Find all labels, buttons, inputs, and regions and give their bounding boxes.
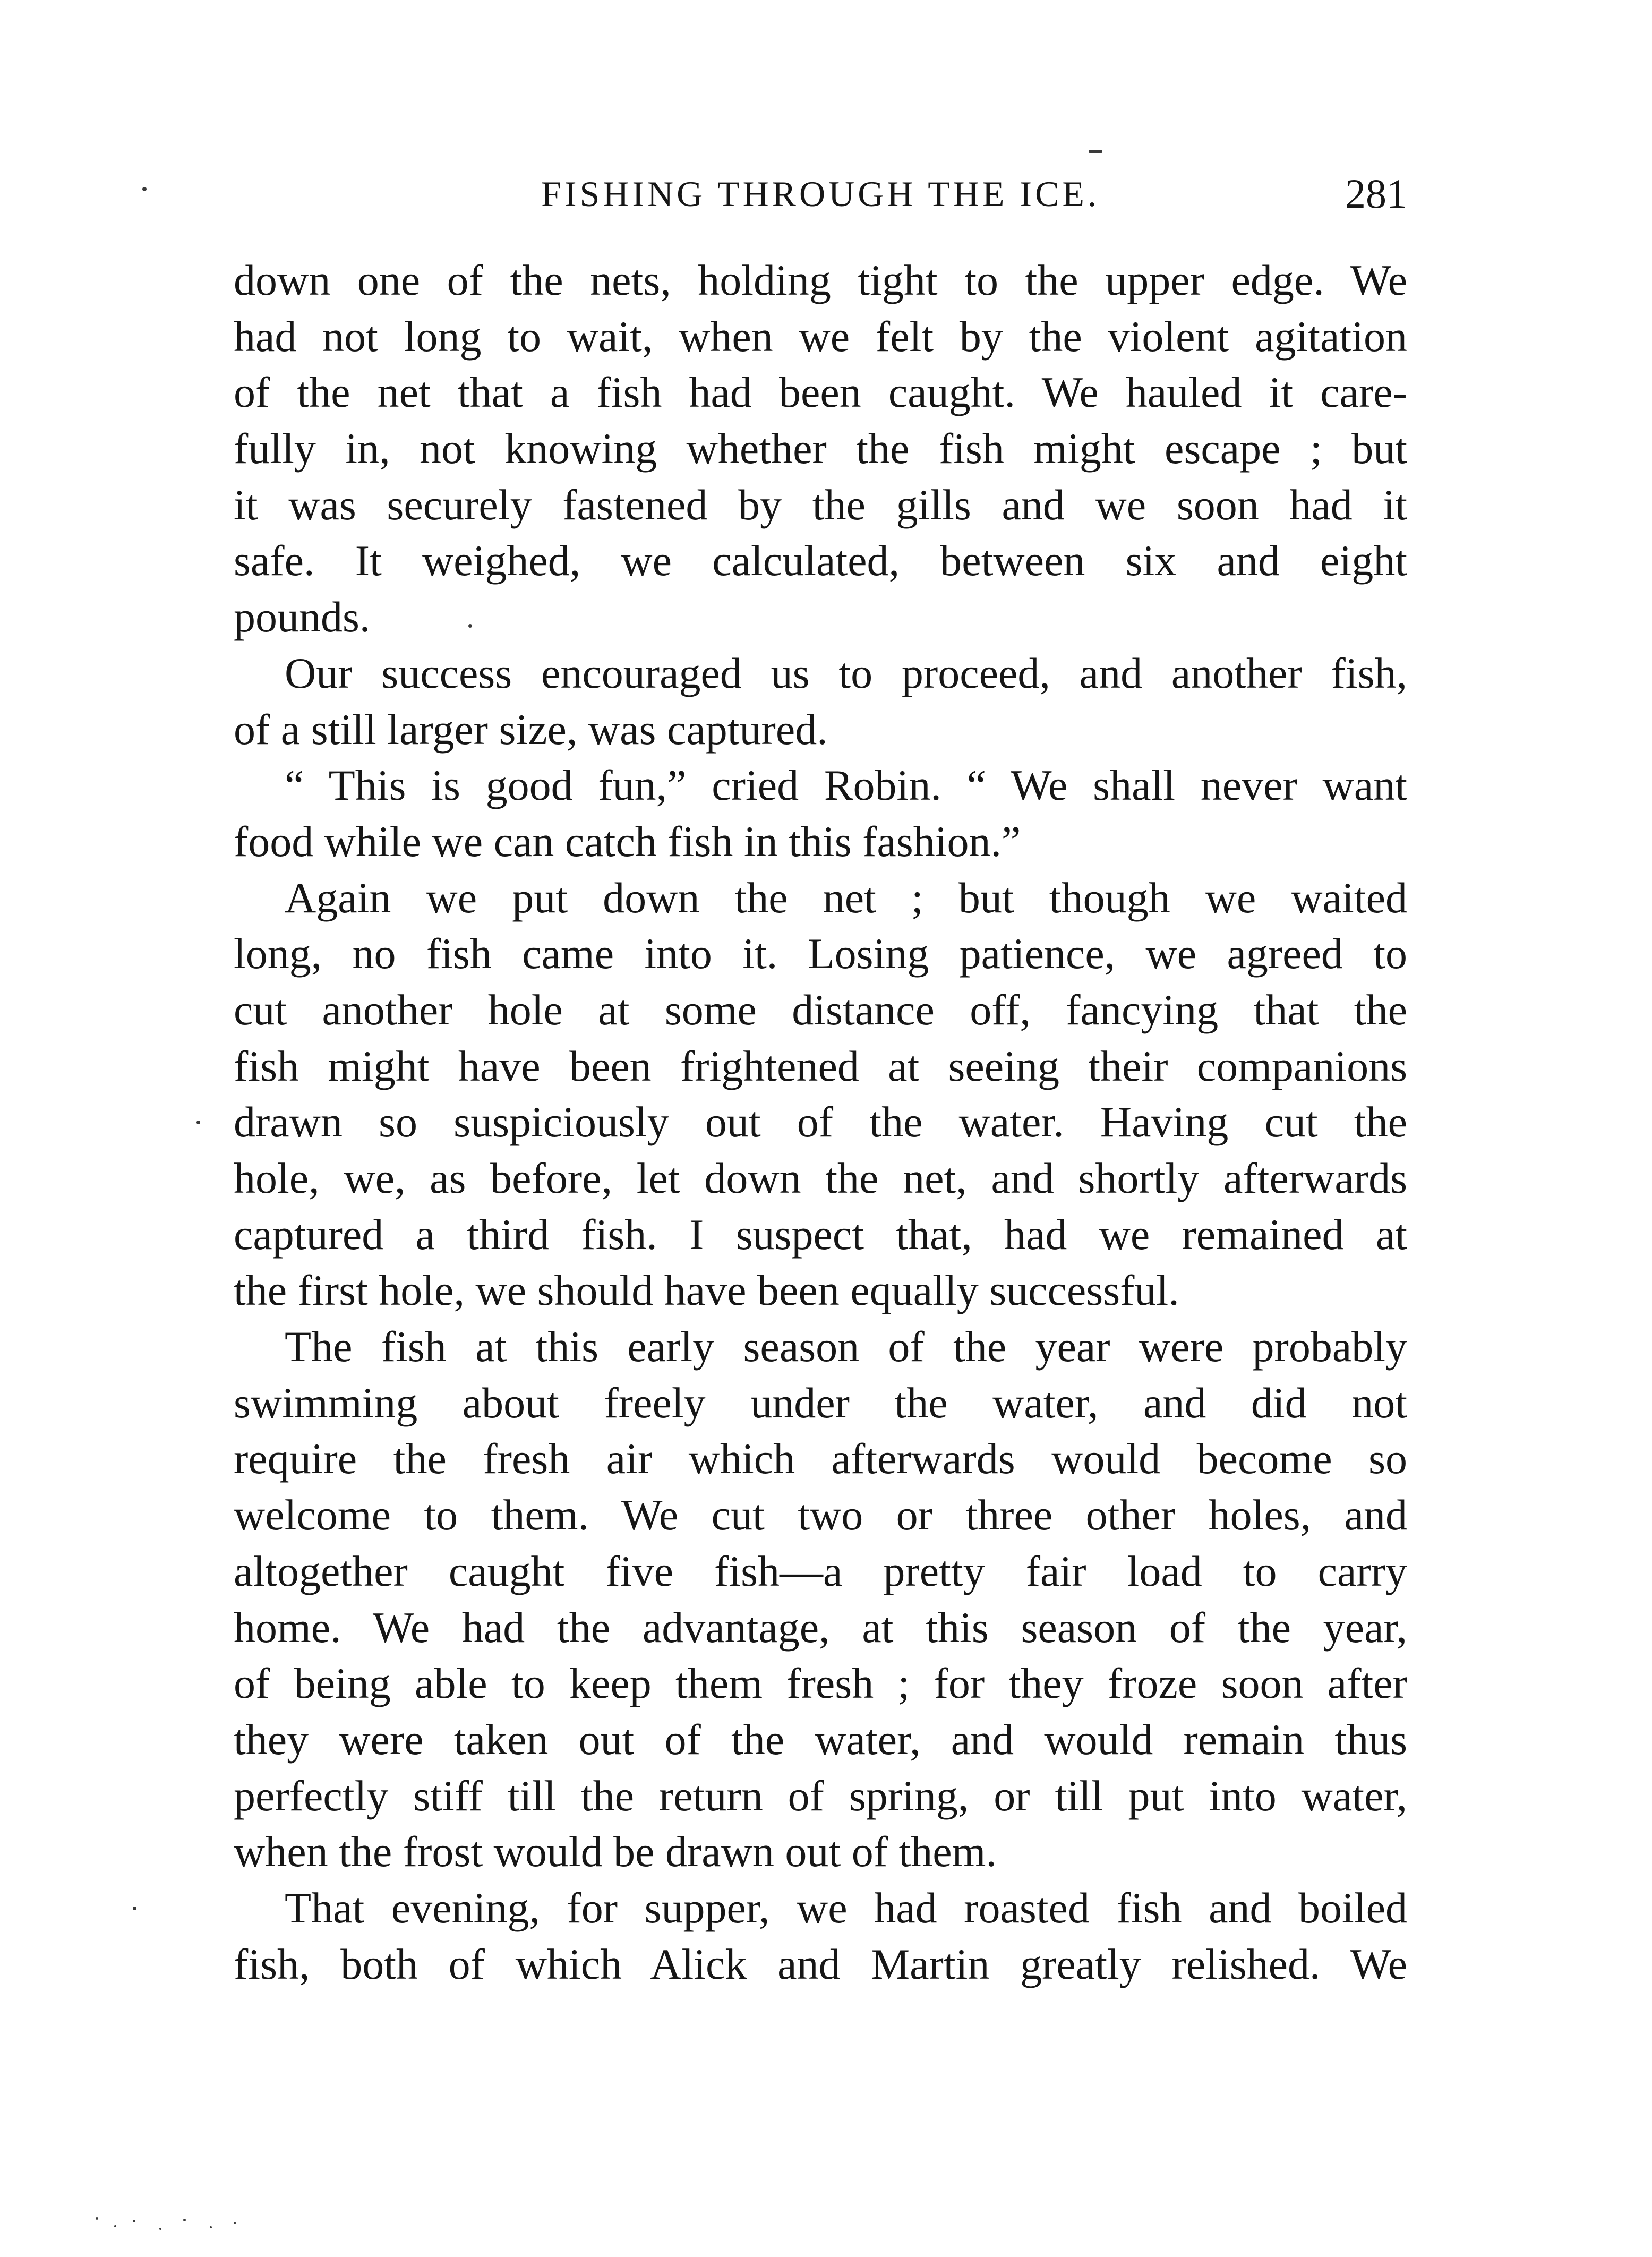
text-line: food while we can catch fish in this fashion.” [234, 817, 1021, 866]
text-line: they were taken out of the water, and would remain thus [234, 1715, 1407, 1764]
text-line: fish, both of which Alick and Martin greatly relished. We [234, 1939, 1407, 1988]
text-line: of a still larger size, was captured. [234, 705, 828, 754]
scan-speck [196, 1121, 200, 1124]
text-line: of the net that a fish had been caught. We hauled it care- [234, 368, 1407, 417]
scan-speck [183, 2219, 186, 2221]
text-line: when the frost would be drawn out of them. [234, 1827, 997, 1876]
text-line: cut another hole at some distance off, fancying that the [234, 985, 1407, 1034]
scan-speck [1089, 150, 1102, 153]
page-number: 281 [1345, 170, 1407, 217]
text-line: captured a third fish. I suspect that, had we remained at [234, 1210, 1407, 1259]
text-line: Again we put down the net ; but though we waited [285, 873, 1407, 922]
scan-speck [96, 2217, 98, 2220]
scan-speck [142, 187, 147, 191]
text-line: fully in, not knowing whether the fish might escape ; but [234, 424, 1407, 473]
text-line: had not long to wait, when we felt by the violent agitation [234, 312, 1407, 361]
text-line: drawn so suspiciously out of the water. Having cut the [234, 1098, 1407, 1147]
text-line: altogether caught five fish—a pretty fair load to carry [234, 1546, 1407, 1595]
text-line: long, no fish came into it. Losing patience, we agreed to [234, 929, 1407, 978]
text-line: Our success encouraged us to proceed, and another fish, [285, 648, 1407, 697]
text-line: require the fresh air which afterwards would become so [234, 1434, 1407, 1483]
text-line: perfectly stiff till the return of spring, or till put into water, [234, 1771, 1407, 1820]
text-line: safe. It weighed, we calculated, between six and eight [234, 536, 1407, 585]
running-title: FISHING THROUGH THE ICE. [541, 174, 1100, 214]
text-line: The fish at this early season of the year were probably [285, 1322, 1407, 1371]
scan-speck [133, 2220, 135, 2222]
scan-speck [210, 2226, 212, 2228]
text-line: swimming about freely under the water, and did not [234, 1378, 1407, 1427]
scan-speck [234, 2222, 236, 2224]
text-line: That evening, for supper, we had roasted fish and boiled [285, 1883, 1407, 1932]
scan-speck [468, 624, 472, 628]
text-line: “ This is good fun,” cried Robin. “ We shall never want [285, 761, 1407, 810]
scan-speck [159, 2228, 161, 2230]
text-line: down one of the nets, holding tight to the upper edge. We [234, 256, 1407, 304]
text-line: of being able to keep them fresh ; for they froze soon after [234, 1659, 1407, 1708]
text-line: home. We had the advantage, at this season of the year, [234, 1603, 1407, 1652]
text-line: fish might have been frightened at seeing their companions [234, 1041, 1407, 1090]
text-line: welcome to them. We cut two or three other holes, and [234, 1491, 1407, 1540]
scan-speck [133, 1907, 136, 1910]
body-text [234, 252, 1407, 1992]
running-head [234, 159, 1407, 228]
text-line: it was securely fastened by the gills and we soon had it [234, 480, 1407, 529]
scan-speck [114, 2225, 116, 2227]
text-line: pounds. [234, 593, 371, 642]
text-line: hole, we, as before, let down the net, and shortly afterwards [234, 1154, 1407, 1202]
text-line: the first hole, we should have been equally successful. [234, 1266, 1179, 1315]
